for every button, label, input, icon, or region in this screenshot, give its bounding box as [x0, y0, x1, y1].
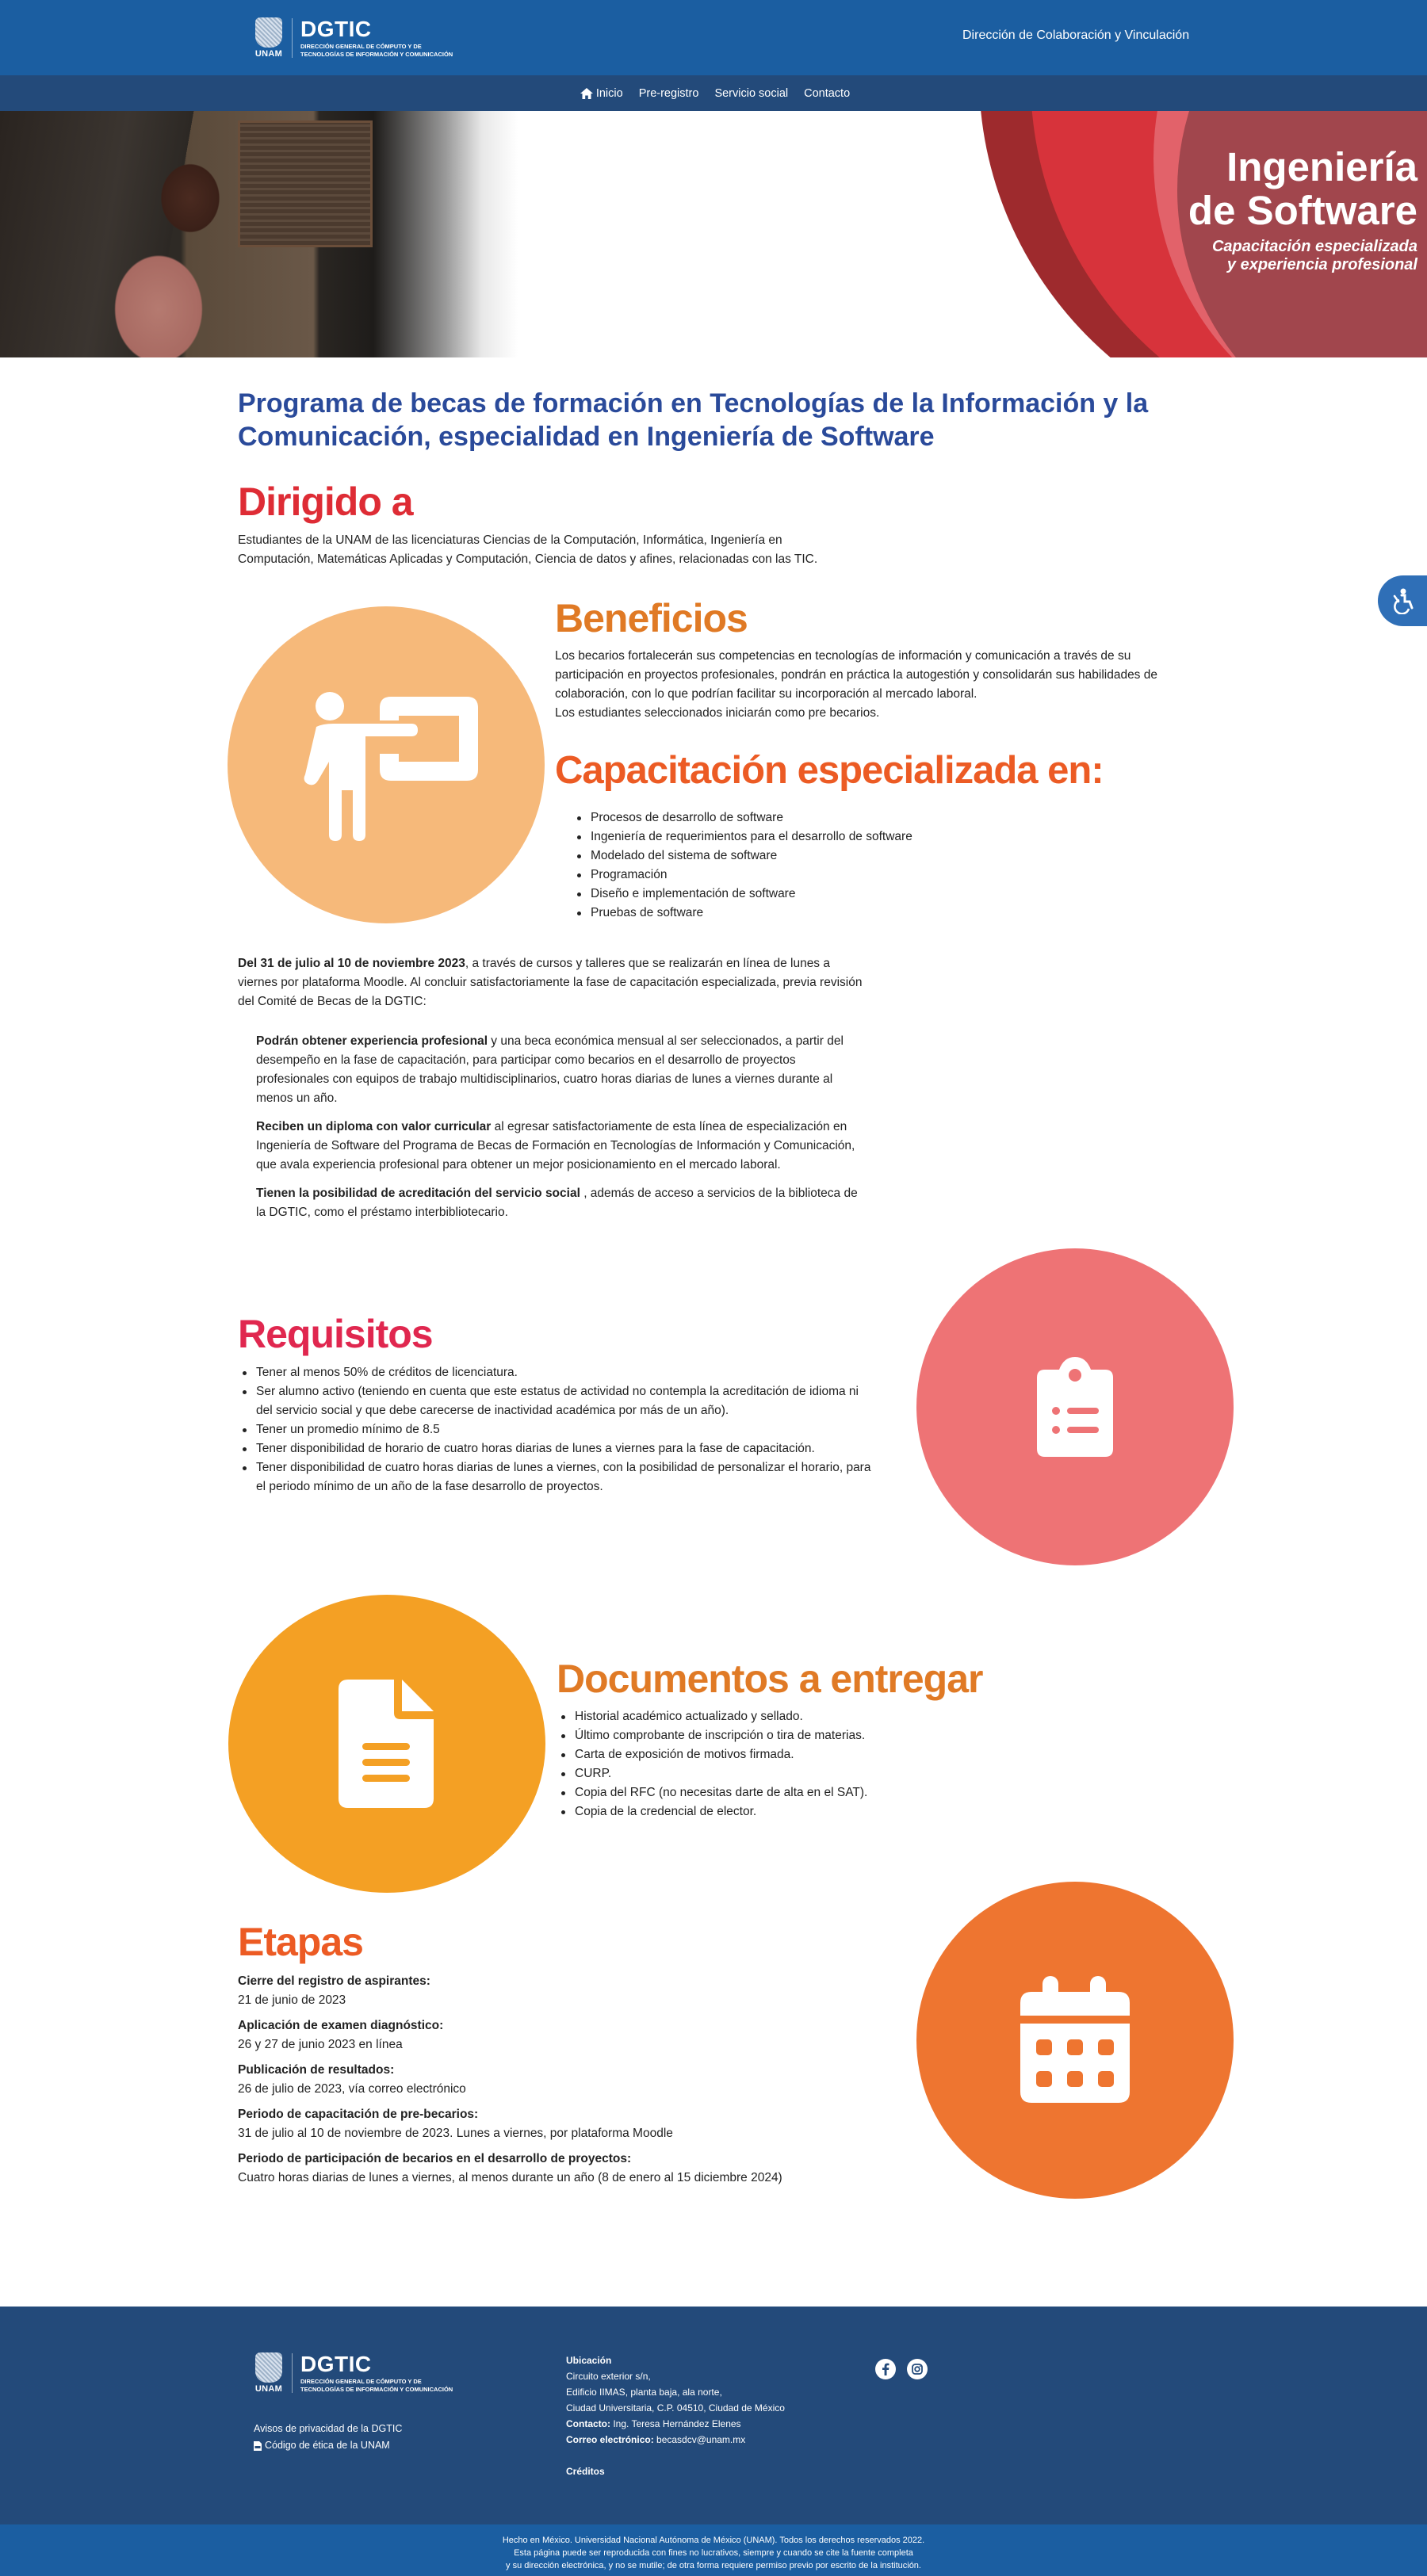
- dirigido-heading: Dirigido a: [238, 480, 413, 524]
- etapa-item: [238, 2016, 872, 2054]
- benefit-bold: Tienen la posibilidad de acreditación del servicio social: [256, 1187, 580, 1200]
- nav-label: Inicio: [595, 86, 623, 100]
- address-line: Ciudad Universitaria, C.P. 04510, Ciudad de México: [566, 2402, 785, 2414]
- legal-line: y su dirección electrónica, y no se mutile; de otra forma requiere permiso previo por escrito de la institución.: [506, 2561, 921, 2570]
- hero-title-line2: de Software: [1188, 188, 1417, 233]
- footer-contact: [566, 2352, 785, 2479]
- unam-shield-icon: [255, 2352, 282, 2383]
- document-icon: [339, 1680, 435, 1808]
- documentos-illustration: [228, 1595, 545, 1893]
- social-links: [875, 2359, 928, 2379]
- legal-line: Esta página puede ser reproducida con fines no lucrativos, siempre y cuando se cite la fuente completa: [514, 2548, 913, 2558]
- list-item: Tener disponibilidad de horario de cuatro horas diarias de lunes a viernes para la fase de capacitación.: [238, 1439, 872, 1458]
- hero-subtitle-line2: y experiencia profesional: [1226, 256, 1417, 273]
- etapa-value: 26 de julio de 2023, vía correo electrónico: [238, 2082, 466, 2096]
- unam-label: UNAM: [254, 2384, 283, 2394]
- home-icon: [580, 88, 593, 99]
- legal-line: Hecho en México. Universidad Nacional Autónoma de México (UNAM). Todos los derechos reservados 2022.: [502, 2536, 925, 2545]
- unam-seal: [254, 17, 284, 59]
- logo-acronym: DGTIC: [300, 2351, 372, 2376]
- list-item: Copia de la credencial de elector.: [557, 1802, 1032, 1821]
- contact-value: Ing. Teresa Hernández Elenes: [610, 2418, 741, 2429]
- list-item: Tener disponibilidad de cuatro horas diarias de lunes a viernes, con la posibilidad de personalizar el horario, para el periodo mínimo de un año de la fase desarrollo de proyectos.: [238, 1458, 872, 1496]
- capacitacion-benefits: [256, 1032, 859, 1222]
- address-line: Edificio IIMAS, planta baja, ala norte,: [566, 2387, 722, 2398]
- footer-links: [254, 2421, 402, 2454]
- etapa-value: 31 de julio al 10 de noviembre de 2023. Lunes a viernes, por plataforma Moodle: [238, 2127, 673, 2140]
- list-item: Procesos de desarrollo de software: [572, 808, 1127, 827]
- email-value[interactable]: becasdcv@unam.mx: [653, 2434, 746, 2445]
- list-item: Copia del RFC (no necesitas darte de alta en el SAT).: [557, 1783, 1032, 1802]
- list-item: Ingeniería de requerimientos para el desarrollo de software: [572, 827, 1127, 847]
- requisitos-heading: Requisitos: [238, 1312, 433, 1356]
- capacitacion-heading: Capacitación especializada en:: [555, 749, 1104, 792]
- benefit-paragraph: [256, 1184, 859, 1222]
- nav-item-servicio-social[interactable]: Servicio social: [714, 86, 789, 100]
- etapa-label: Periodo de capacitación de pre-becarios:: [238, 2108, 479, 2121]
- email-line: [566, 2432, 785, 2448]
- list-item: Programación: [572, 866, 1127, 885]
- dgtic-logo[interactable]: [254, 17, 453, 59]
- list-item: Tener al menos 50% de créditos de licenciatura.: [238, 1363, 872, 1382]
- capacitacion-period: [238, 954, 864, 1011]
- documentos-heading: Documentos a entregar: [557, 1657, 983, 1701]
- logo-line1: DIRECCIÓN GENERAL DE CÓMPUTO Y DE: [300, 2377, 422, 2385]
- unam-seal: [254, 2352, 284, 2394]
- nav-item-inicio[interactable]: [580, 87, 623, 100]
- top-header: [0, 0, 1427, 75]
- nav-item-contacto[interactable]: Contacto: [804, 86, 851, 100]
- hero-banner: [0, 111, 1427, 357]
- logo-line2: TECNOLOGÍAS DE INFORMACIÓN Y COMUNICACIÓN: [300, 2385, 453, 2393]
- footer: [0, 2307, 1427, 2524]
- list-item: Último comprobante de inscripción o tira de materias.: [557, 1726, 1032, 1745]
- accessibility-button[interactable]: [1378, 575, 1427, 626]
- ethics-code-link[interactable]: [254, 2437, 402, 2454]
- nav-item-pre-registro[interactable]: Pre-registro: [638, 86, 699, 100]
- period-text: , a través de cursos y talleres que se realizarán en línea de lunes a viernes por plataforma Moodle. Al concluir satisfactoriamente la fase de capacitación especializada, previa revisión del Comité de Becas de la DGTIC:: [238, 957, 863, 1008]
- hero-photo-monitor: [238, 120, 373, 247]
- etapa-label: Cierre del registro de aspirantes:: [238, 1974, 430, 1988]
- benefit-paragraph: [256, 1118, 859, 1175]
- dirigido-text: Estudiantes de la UNAM de las licenciaturas Ciencias de la Computación, Informática, Ingeniería en Computación, Matemáticas Aplicadas y Computación, Ciencia de datos y afines, relacionadas con las TIC.: [238, 533, 818, 566]
- hero-title-line1: Ingeniería: [1226, 144, 1417, 189]
- main-nav: [0, 75, 1427, 111]
- legal-bar: [0, 2524, 1427, 2576]
- logo-line2: TECNOLOGÍAS DE INFORMACIÓN Y COMUNICACIÓN: [300, 50, 453, 58]
- hero-subtitle-line1: Capacitación especializada: [1211, 238, 1417, 255]
- list-item: Tener un promedio mínimo de 8.5: [238, 1420, 872, 1439]
- etapa-label: Periodo de participación de becarios en el desarrollo de proyectos:: [238, 2152, 632, 2165]
- contact-line: [566, 2416, 785, 2432]
- benefit-text: , además de acceso a servicios de la biblioteca de la DGTIC, como el préstamo interbibliotecario.: [256, 1187, 858, 1219]
- list-item: Ser alumno activo (teniendo en cuenta que este estatus de actividad no contempla la acreditación de idioma ni del servicio social y que debe carecerse de inactividad académica por más de un año).: [238, 1382, 872, 1420]
- logo-line1: DIRECCIÓN GENERAL DE CÓMPUTO Y DE: [300, 42, 422, 50]
- facebook-icon: [882, 2363, 889, 2375]
- etapas-illustration: [916, 1882, 1234, 2199]
- credits-link[interactable]: Créditos: [566, 2466, 605, 2477]
- beneficios-text2: Los estudiantes seleccionados iniciarán como pre becarios.: [555, 706, 880, 720]
- etapa-label: Publicación de resultados:: [238, 2063, 395, 2077]
- etapa-item: [238, 2150, 872, 2188]
- pdf-file-icon: [254, 2441, 262, 2451]
- page-title: Programa de becas de formación en Tecnologías de la Información y la Comunicación, especialidad en Ingeniería de Software: [238, 388, 1149, 452]
- instagram-icon: [912, 2364, 923, 2375]
- list-item: Carta de exposición de motivos firmada.: [557, 1745, 1032, 1764]
- accessibility-icon: [1389, 587, 1416, 614]
- location-heading: Ubicación: [566, 2355, 612, 2366]
- benefit-bold: Reciben un diploma con valor curricular: [256, 1120, 492, 1133]
- documentos-list: [557, 1707, 1032, 1821]
- unam-label: UNAM: [254, 49, 283, 59]
- clipboard-list-icon: [1035, 1355, 1115, 1458]
- etapa-value: Cuatro horas diarias de lunes a viernes, al menos durante un año (8 de enero al 15 diciembre 2024): [238, 2171, 782, 2184]
- beneficios-heading: Beneficios: [555, 596, 748, 640]
- privacy-notice-link[interactable]: Avisos de privacidad de la DGTIC: [254, 2423, 403, 2434]
- etapa-item: [238, 2105, 872, 2143]
- list-item: Diseño e implementación de software: [572, 885, 1127, 904]
- capacitacion-list: [572, 808, 1127, 923]
- list-item: Modelado del sistema de software: [572, 847, 1127, 866]
- etapa-item: [238, 1972, 872, 2010]
- instagram-button[interactable]: [907, 2359, 928, 2379]
- list-item: Historial académico actualizado y sellado.: [557, 1707, 1032, 1726]
- benefit-text: y una beca económica mensual al ser seleccionados, a partir del desempeño en la fase de capacitación, para participar como becarios en el desarrollo de proyectos profesionales con equipos de trabajo multidisciplinarios, cuatro horas diarias de lunes a viernes durante al menos un año.: [256, 1034, 844, 1105]
- address-line: Circuito exterior s/n,: [566, 2371, 651, 2382]
- logo-divider: [292, 18, 293, 58]
- list-item: CURP.: [557, 1764, 1032, 1783]
- email-label: Correo electrónico:: [566, 2434, 654, 2445]
- benefit-paragraph: [256, 1032, 859, 1108]
- etapas-list: [238, 1972, 872, 2188]
- beneficios-illustration: [228, 606, 545, 923]
- unam-shield-icon: [255, 17, 282, 48]
- beneficios-text: Los becarios fortalecerán sus competencias en tecnologías de información y comunicación a través de su participación en proyectos profesionales, pondrán en práctica la autogestión y consolidarán sus habilidades de colaboración, con lo que podrían facilitar su incorporación al mercado laboral.: [555, 649, 1157, 701]
- etapa-label: Aplicación de examen diagnóstico:: [238, 2019, 444, 2032]
- requisitos-illustration: [916, 1248, 1234, 1565]
- etapa-value: 21 de junio de 2023: [238, 1993, 346, 2007]
- hero-title: [1188, 146, 1417, 274]
- ethics-code-label: Código de ética de la UNAM: [265, 2440, 390, 2451]
- logo-divider: [292, 2353, 293, 2393]
- etapa-item: [238, 2061, 872, 2099]
- benefit-bold: Podrán obtener experiencia profesional: [256, 1034, 488, 1048]
- period-bold: Del 31 de julio al 10 de noviembre 2023: [238, 957, 465, 970]
- logo-acronym: DGTIC: [300, 16, 372, 41]
- presenter-icon: [294, 686, 478, 844]
- etapa-value: 26 y 27 de junio 2023 en línea: [238, 2038, 403, 2051]
- requisitos-list: [238, 1363, 872, 1496]
- benefit-text: al egresar satisfactoriamente de esta línea de especialización en Ingeniería de Software del Programa de Becas de Formación en Tecnologías de Información y Comunicación, que avala experiencia profesional para obtener un mejor posicionamiento en el mercado laboral.: [256, 1120, 855, 1171]
- org-name: Dirección de Colaboración y Vinculación: [962, 29, 1190, 42]
- list-item: Pruebas de software: [572, 904, 1127, 923]
- calendar-icon: [1019, 1976, 1131, 2104]
- contact-label: Contacto:: [566, 2418, 610, 2429]
- footer-dgtic-logo[interactable]: [254, 2352, 453, 2394]
- facebook-button[interactable]: [875, 2359, 896, 2379]
- etapas-heading: Etapas: [238, 1920, 363, 1964]
